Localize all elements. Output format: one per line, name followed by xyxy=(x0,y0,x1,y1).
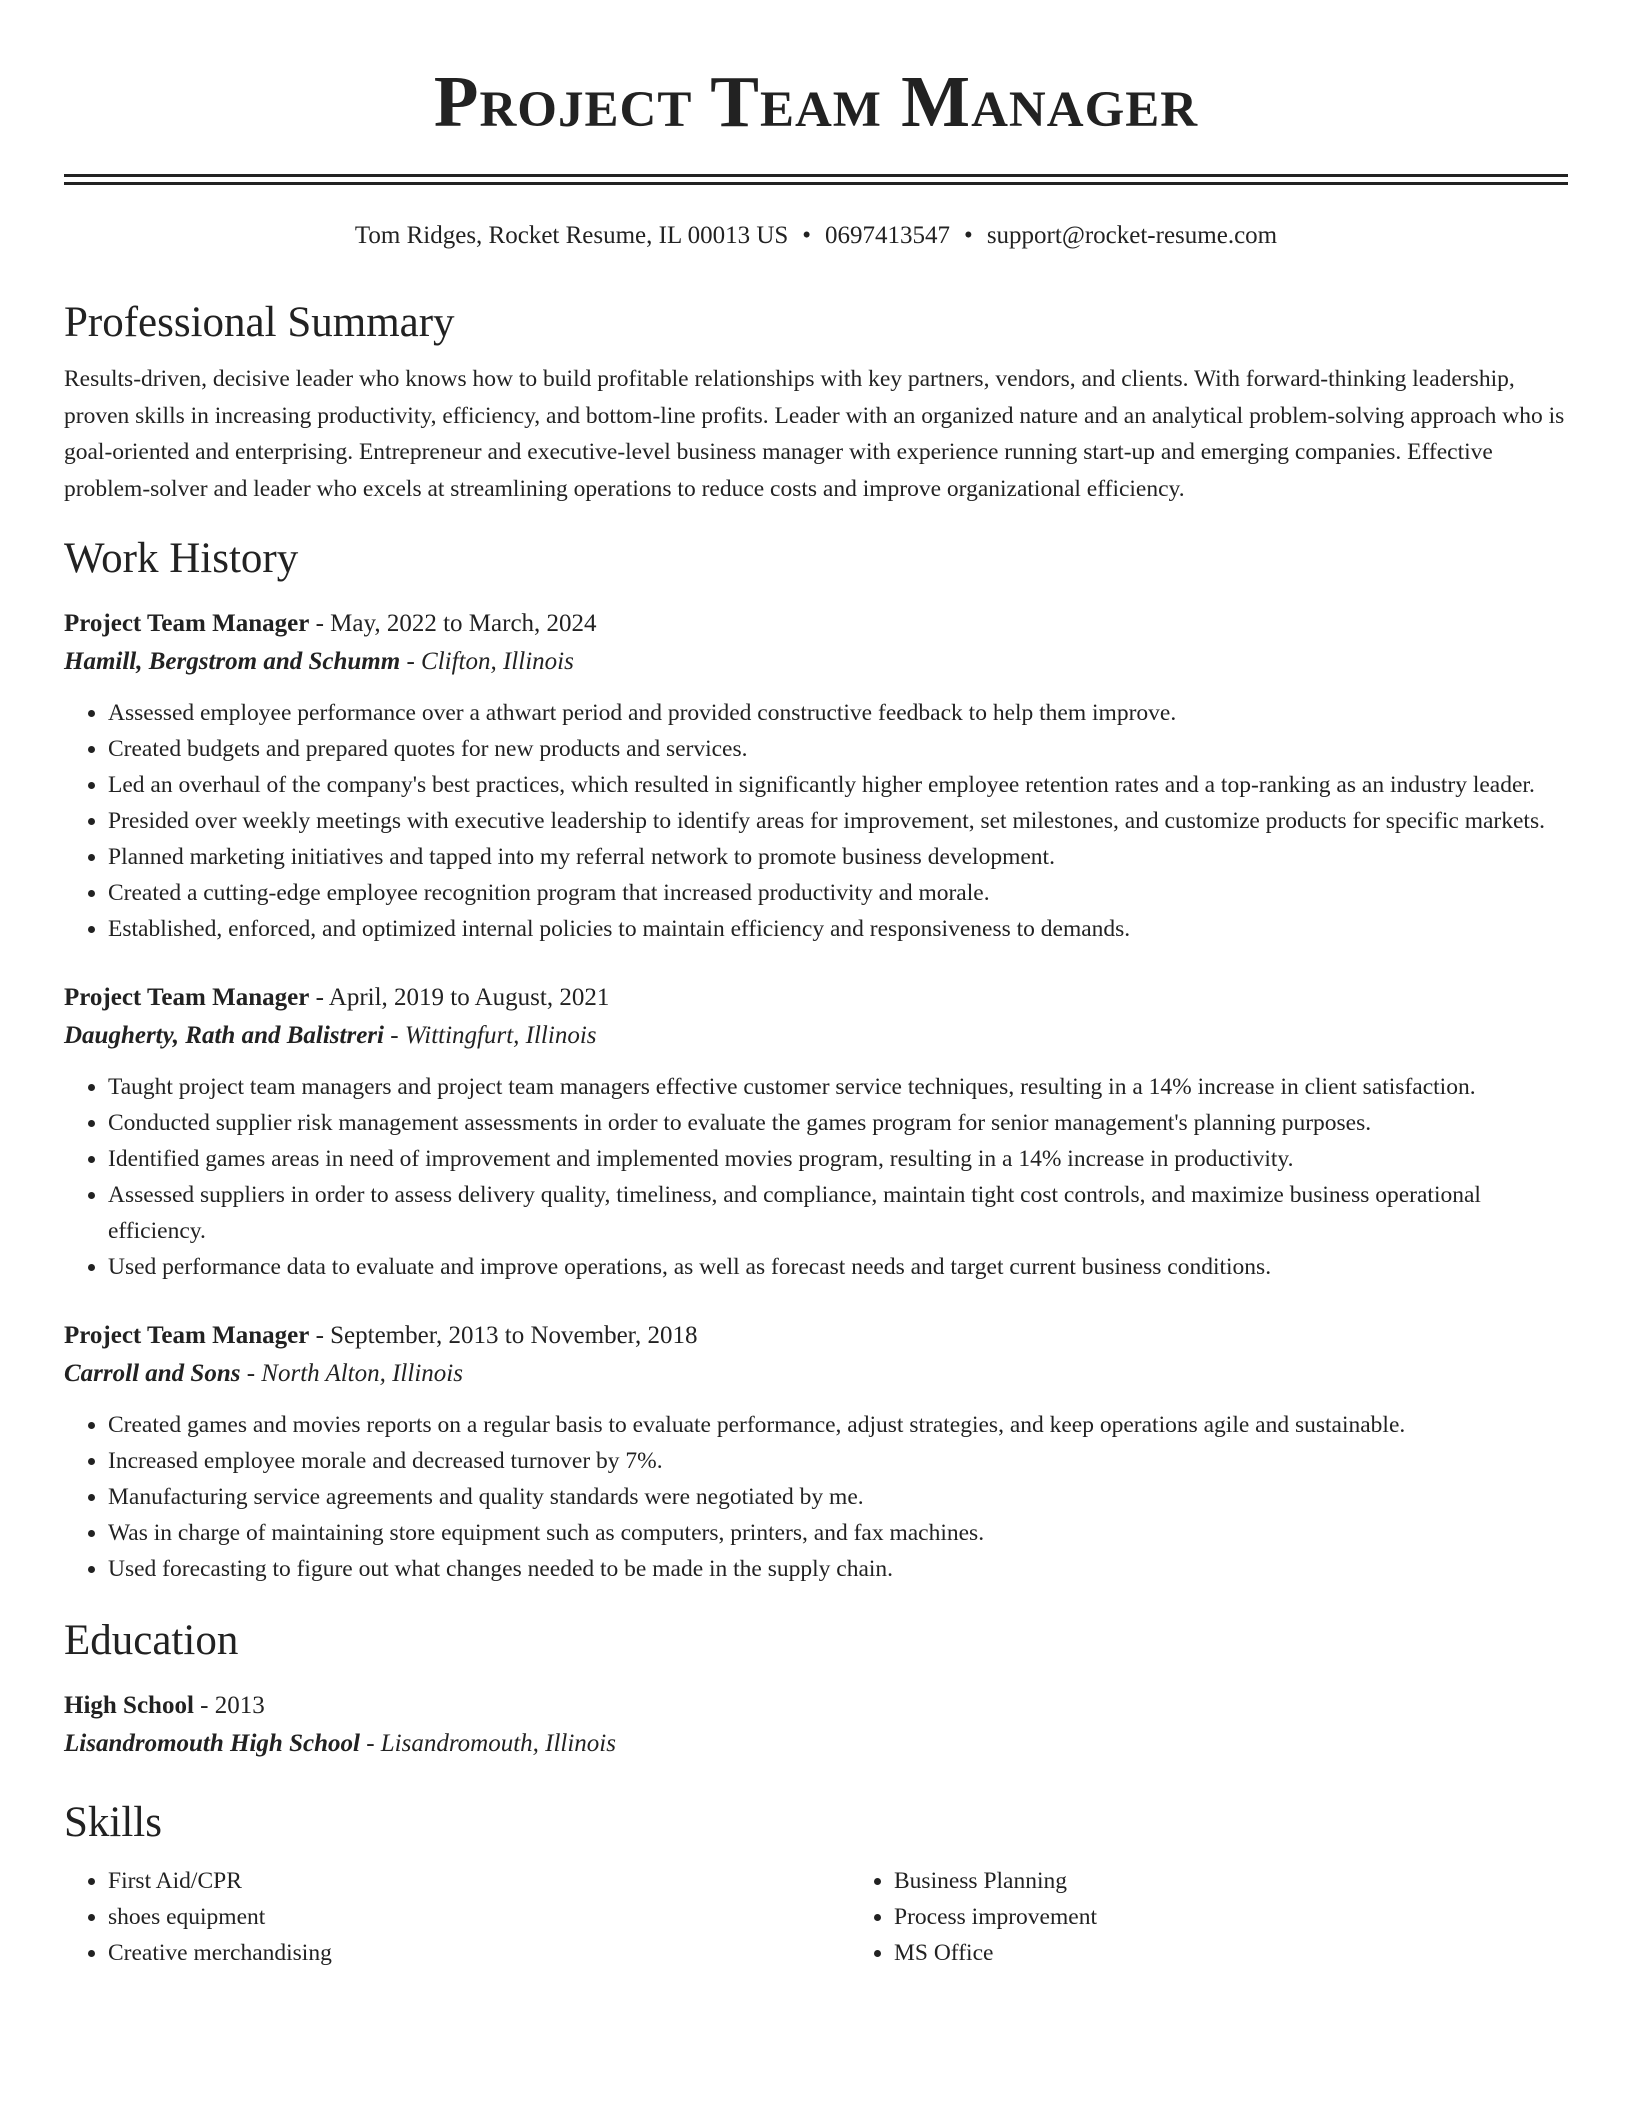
contact-separator: • xyxy=(964,222,973,249)
job-bullet: • Created budgets and prepared quotes for new products and services. xyxy=(108,731,1568,767)
job-dash: - xyxy=(246,1360,256,1387)
job-bullet: • Used performance data to evaluate and improve operations, as well as forecast needs and target current business conditions. xyxy=(108,1249,1568,1285)
skills-column-left xyxy=(64,1863,850,1971)
job-entry xyxy=(64,979,1568,1285)
skill-item: • MS Office xyxy=(894,1935,1632,1971)
summary-heading: Professional Summary xyxy=(64,299,455,346)
contact-address: Tom Ridges, Rocket Resume, IL 00013 US xyxy=(354,222,789,249)
job-title-line xyxy=(64,1317,1568,1355)
job-title-line xyxy=(64,605,1568,643)
job-bullet: • Manufacturing service agreements and quality standards were negotiated by me. xyxy=(108,1479,1568,1515)
skills-list xyxy=(64,1863,1568,1971)
job-title: Project Team Manager xyxy=(64,984,310,1011)
contact-line xyxy=(64,219,1568,253)
education-location: Lisandromouth, Illinois xyxy=(380,1730,616,1757)
job-bullet: • Presided over weekly meetings with executive leadership to identify areas for improvement, set milestones, and customize products for specific markets. xyxy=(108,803,1568,839)
job-dash: - xyxy=(315,610,324,637)
skills-heading: Skills xyxy=(64,1799,162,1846)
skills-column-right xyxy=(850,1863,1632,1971)
job-location: North Alton, Illinois xyxy=(261,1360,463,1387)
job-location: Wittingfurt, Illinois xyxy=(404,1022,597,1049)
contact-email: support@rocket-resume.com xyxy=(986,222,1278,249)
job-entry xyxy=(64,605,1568,947)
job-bullet: • Was in charge of maintaining store equipment such as computers, printers, and fax machines. xyxy=(108,1515,1568,1551)
job-bullet: • Increased employee morale and decreased turnover by 7%. xyxy=(108,1443,1568,1479)
job-company: Daugherty, Rath and Balistreri xyxy=(64,1022,384,1049)
job-company-line xyxy=(64,643,1568,681)
job-company-line xyxy=(64,1017,1568,1055)
job-bullet: • Assessed employee performance over a athwart period and provided constructive feedback to help them improve. xyxy=(108,695,1568,731)
skill-item: • Creative merchandising xyxy=(108,1935,850,1971)
job-dates: April, 2019 to August, 2021 xyxy=(328,984,610,1011)
job-bullets xyxy=(64,695,1568,947)
job-title-line xyxy=(64,979,1568,1017)
job-bullet: • Used forecasting to figure out what changes needed to be made in the supply chain. xyxy=(108,1551,1568,1587)
skill-item: • shoes equipment xyxy=(108,1899,850,1935)
contact-phone: 0697413547 xyxy=(825,222,951,249)
job-bullet: • Established, enforced, and optimized internal policies to maintain efficiency and responsiveness to demands. xyxy=(108,911,1568,947)
job-company-line xyxy=(64,1355,1568,1393)
job-location: Clifton, Illinois xyxy=(421,648,574,675)
summary-text: Results-driven, decisive leader who knows how to build profitable relationships with key partners, vendors, and clients. With forward-thinking leadership, proven skills in increasing productivity, efficiency, and bottom-line profits. Leader with an organized nature and an analytical problem-solving approach who is goal-oriented and enterprising. Entrepreneur and executive-level business manager with experience running start-up and emerging companies. Effective problem-solver and leader who excels at streamlining operations to reduce costs and improve organizational efficiency. xyxy=(64,366,1565,502)
title-divider xyxy=(64,174,1568,185)
job-company: Carroll and Sons xyxy=(64,1360,241,1387)
education-heading: Education xyxy=(64,1617,239,1664)
resume-title: Project Team Manager xyxy=(433,61,1199,142)
job-title: Project Team Manager xyxy=(64,1322,310,1349)
job-bullet: • Created a cutting-edge employee recognition program that increased productivity and morale. xyxy=(108,875,1568,911)
education-school-line xyxy=(64,1725,1568,1763)
job-dash: - xyxy=(390,1022,399,1049)
job-bullet: • Planned marketing initiatives and tapped into my referral network to promote business development. xyxy=(108,839,1568,875)
job-bullet: • Led an overhaul of the company's best practices, which resulted in significantly higher employee retention rates and a top-ranking as an industry leader. xyxy=(108,767,1568,803)
education-dash: - xyxy=(200,1692,209,1719)
education-entry xyxy=(64,1687,1568,1763)
education-degree: High School xyxy=(64,1692,194,1719)
skill-item: • First Aid/CPR xyxy=(108,1863,850,1899)
education-year: 2013 xyxy=(214,1692,265,1719)
education-school: Lisandromouth High School xyxy=(64,1730,360,1757)
skill-item: • Process improvement xyxy=(894,1899,1632,1935)
job-entry xyxy=(64,1317,1568,1587)
job-bullet: • Assessed suppliers in order to assess delivery quality, timeliness, and compliance, maintain tight cost controls, and maximize business operational efficiency. xyxy=(108,1177,1568,1249)
job-bullet: • Identified games areas in need of improvement and implemented movies program, resulting in a 14% increase in productivity. xyxy=(108,1141,1568,1177)
job-dash: - xyxy=(315,1322,324,1349)
job-dash: - xyxy=(406,648,415,675)
contact-separator: • xyxy=(802,222,812,249)
education-degree-line xyxy=(64,1687,1568,1725)
job-title: Project Team Manager xyxy=(64,610,310,637)
job-dates: May, 2022 to March, 2024 xyxy=(330,610,597,637)
education-dash: - xyxy=(366,1730,375,1757)
job-bullets xyxy=(64,1407,1568,1587)
job-company: Hamill, Bergstrom and Schumm xyxy=(64,648,401,675)
job-bullet: • Created games and movies reports on a regular basis to evaluate performance, adjust strategies, and keep operations agile and sustainable. xyxy=(108,1407,1568,1443)
job-dates: September, 2013 to November, 2018 xyxy=(330,1322,698,1349)
skill-item: • Business Planning xyxy=(894,1863,1632,1899)
job-bullets xyxy=(64,1069,1568,1285)
job-dash: - xyxy=(315,984,324,1011)
job-bullet: • Conducted supplier risk management assessments in order to evaluate the games program for senior management's planning purposes. xyxy=(108,1105,1568,1141)
job-bullet: • Taught project team managers and project team managers effective customer service techniques, resulting in a 14% increase in client satisfaction. xyxy=(108,1069,1568,1105)
work-history-heading: Work History xyxy=(64,535,299,582)
